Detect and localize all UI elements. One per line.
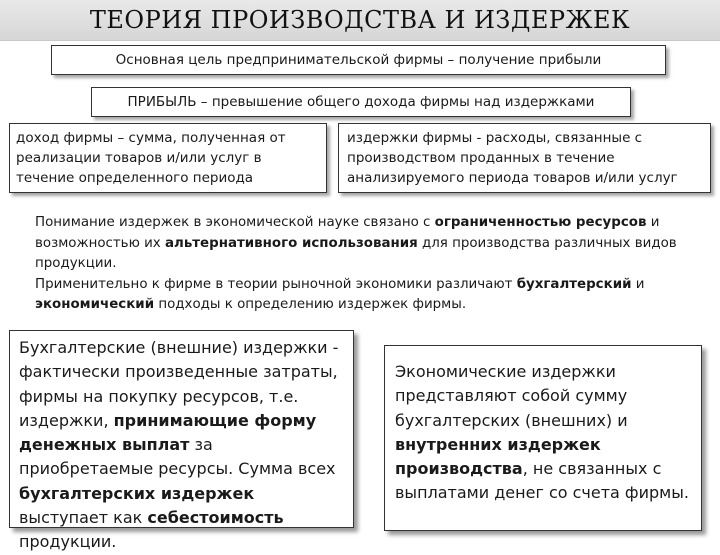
- title-bar: [0, 0, 720, 41]
- para2-bold1: бухгалтерский: [516, 276, 632, 292]
- accounting-part2: за приобретаемые ресурсы. Сумма всех: [19, 435, 336, 479]
- accounting-part1: Бухгалтерские (внешние) издержки - фактически произведенные затраты, фирмы на покупку ресурсов, т.е. издержки,: [19, 338, 339, 430]
- paragraph-approaches: [9, 275, 711, 316]
- profit-text: ПРИБЫЛЬ – превышение общего дохода фирмы над издержками: [127, 94, 595, 110]
- accounting-part3: выступает как: [19, 508, 148, 528]
- para2-bold2: экономический: [35, 297, 155, 312]
- para1-bold2: альтернативного использования: [164, 235, 418, 251]
- para1-bold1: ограниченностью ресурсов: [434, 215, 647, 230]
- accounting-bold2: бухгалтерских издержек: [19, 483, 255, 503]
- explanation-text: [9, 213, 711, 316]
- para2-part1: Применительно к фирме в теории рыночной экономики различают: [35, 276, 517, 292]
- para1-part2: и возможностью их: [35, 215, 660, 251]
- accounting-bold3: себестоимость: [147, 508, 284, 528]
- economic-part1: Экономические издержки представляют собой сумму бухгалтерских (внешних) и: [395, 362, 628, 430]
- para1-part1: Понимание издержек в экономической науке связано с: [35, 215, 435, 230]
- accounting-bold1: принимающие форму денежных выплат: [19, 410, 317, 455]
- para1-part3: для производства различных видов продукции.: [35, 235, 677, 271]
- accounting-part4: продукции.: [19, 532, 117, 552]
- costs-definition-box: [338, 123, 711, 193]
- accounting-costs-box: [9, 330, 354, 552]
- economic-costs-box: [384, 345, 702, 531]
- costs-text: издержки фирмы - расходы, связанные с производством проданных в течение анализируемого периода товаров и/или услуг: [347, 130, 678, 186]
- income-definition-box: [9, 123, 327, 193]
- income-text: доход фирмы – сумма, полученная от реализации товаров и/или услуг в течение определенного периода: [16, 130, 286, 186]
- profit-definition-box: [91, 87, 631, 117]
- economic-bold1: внутренних издержек производства: [395, 434, 601, 479]
- page-title: ТЕОРИЯ ПРОИЗВОДСТВА И ИЗДЕРЖЕК: [89, 6, 631, 34]
- para2-part3: подходы к определению издержек фирмы.: [154, 297, 467, 312]
- economic-part2: , не связанных с выплатами денег со счета фирмы.: [395, 459, 689, 503]
- goal-box: [51, 45, 666, 75]
- paragraph-resources: [9, 213, 711, 275]
- para2-part2: и: [631, 276, 645, 292]
- goal-text: Основная цель предпринимательской фирмы – получение прибыли: [115, 52, 602, 68]
